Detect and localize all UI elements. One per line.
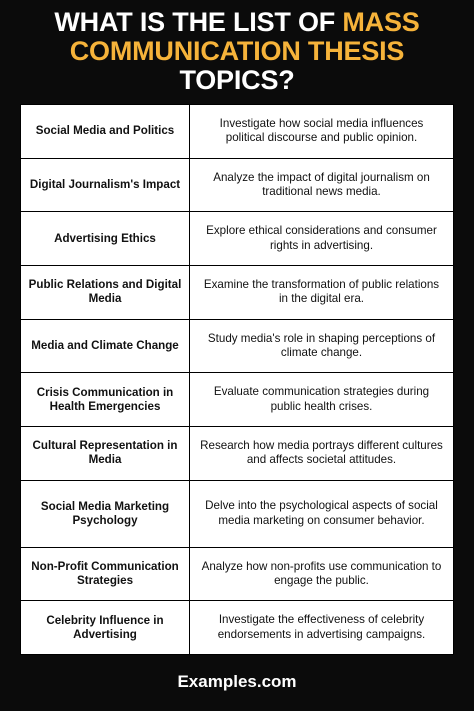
table-row <box>21 373 453 427</box>
table-row <box>21 105 453 159</box>
description-cell: Explore ethical considerations and consumer rights in advertising. <box>206 224 437 252</box>
table-row <box>21 320 453 374</box>
topics-table <box>20 104 454 655</box>
description-cell: Analyze how non-profits use communication to engage the public. <box>201 559 442 588</box>
topic-cell: Media and Climate Change <box>21 320 190 373</box>
page-title <box>0 8 474 95</box>
description-cell: Examine the transformation of public relations in the digital era. <box>203 277 440 306</box>
description-cell: Investigate the effectiveness of celebrity endorsements in advertising campaigns. <box>217 613 426 641</box>
topic-cell: Advertising Ethics <box>21 212 190 265</box>
description-cell: Investigate how social media influences political discourse and public opinion. <box>219 116 424 145</box>
title-part-1: WHAT IS THE LIST OF <box>54 7 343 37</box>
table-row <box>21 548 453 602</box>
topic-cell: Non-Profit Communication Strategies <box>21 548 190 601</box>
table-row <box>21 427 453 481</box>
description-cell: Study media's role in shaping perceptions of climate change. <box>207 331 436 360</box>
description-cell: Delve into the psychological aspects of social media marketing on consumer behavior. <box>205 499 438 527</box>
table-row <box>21 266 453 320</box>
table-row <box>21 481 453 548</box>
description-cell: Research how media portrays different cultures and affects societal attitudes. <box>200 438 443 467</box>
table-row <box>21 212 453 266</box>
topic-cell: Social Media Marketing Psychology <box>21 481 190 547</box>
table-row <box>21 159 453 213</box>
topic-cell: Celebrity Influence in Advertising <box>21 601 190 654</box>
topic-cell: Cultural Representation in Media <box>21 427 190 480</box>
title-highlight-2: COMMUNICATION THESIS <box>69 36 405 66</box>
topic-cell: Crisis Communication in Health Emergencies <box>21 373 190 426</box>
title-part-3: TOPICS? <box>179 65 295 95</box>
table-row <box>21 601 453 654</box>
topic-cell: Social Media and Politics <box>21 105 190 158</box>
description-cell: Analyze the impact of digital journalism on traditional news media. <box>213 170 430 199</box>
brand-footer: Examples.com <box>177 672 297 691</box>
topic-cell: Digital Journalism's Impact <box>21 159 190 212</box>
description-cell: Evaluate communication strategies during public health crises. <box>213 385 430 413</box>
title-highlight-1: MASS <box>342 7 420 37</box>
topic-cell: Public Relations and Digital Media <box>21 266 190 319</box>
